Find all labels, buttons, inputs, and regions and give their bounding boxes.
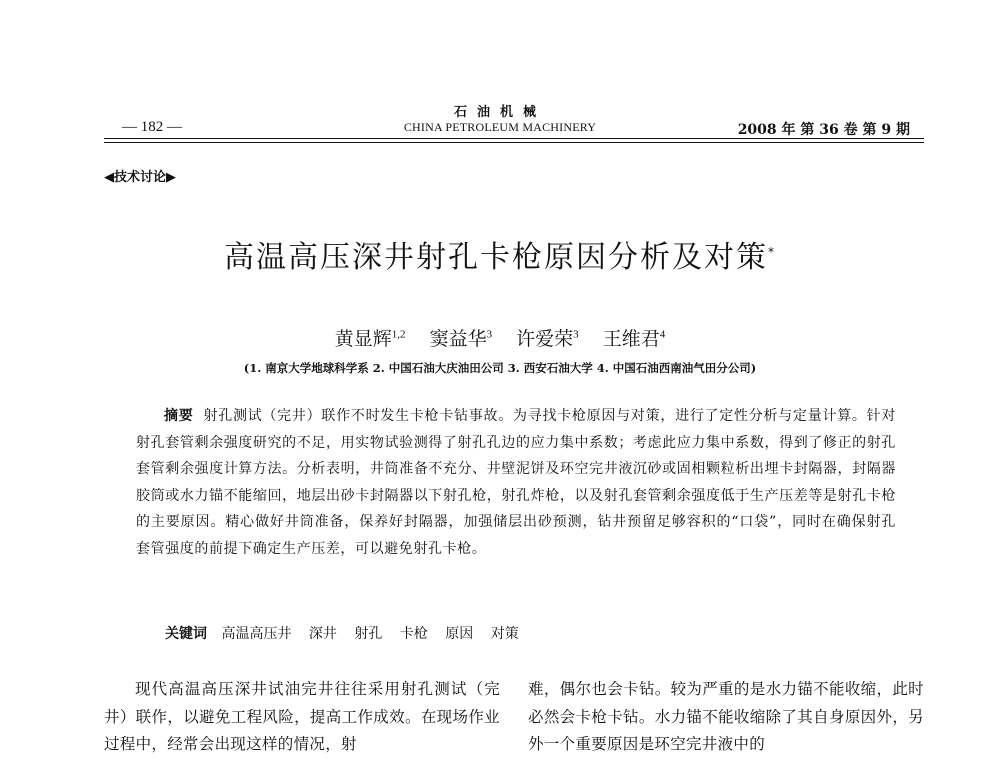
author-affiliation-mark: 3 (573, 328, 579, 341)
keywords (165, 623, 532, 643)
keyword: 原因 (445, 626, 474, 642)
author (516, 328, 579, 350)
title-footnote-mark: * (768, 245, 776, 259)
author-name: 许爱荣 (516, 328, 574, 350)
abstract-text: 射孔测试（完井）联作不时发生卡枪卡钻事故。为寻找卡枪原因与对策，进行了定性分析与定量计算。针对射孔套管剩余强度研究的不足，用实物试验测得了射孔孔边的应力集中系数；考虑此应力集中系数，得到了修正的射孔套管剩余强度计算方法。分析表明，井筒准备不充分、井壁泥饼及环空完井液沉砂或固相颗粒析出埋卡封隔器，封隔器胶筒或水力锚不能缩回，地层出砂卡封隔器以下射孔枪，射孔炸枪，以及射孔套管剩余强度低于生产压差等是射孔卡枪的主要原因。精心做好井筒准备，保养好封隔器，加强储层出砂预测，钻井预留足够容积的“口袋”，同时在确保射孔套管强度的前提下确定生产压差，可以避免射孔卡枪。 (136, 408, 897, 557)
author-name: 王维君 (602, 328, 660, 350)
author-affiliation-mark: 4 (659, 328, 666, 341)
author (430, 328, 493, 350)
author (335, 328, 406, 350)
keywords-label: 关键词 (165, 626, 207, 642)
abstract (136, 403, 896, 562)
title-text: 高温高压深井射孔卡枪原因分析及对策 (224, 240, 768, 275)
header-rule-top (104, 138, 924, 139)
keyword: 高温高压井 (221, 626, 292, 642)
issue-info: 2008 年 第 36 卷 第 9 期 (737, 122, 910, 138)
keyword: 卡枪 (399, 626, 428, 642)
journal-name-cn: 石油机械 (453, 105, 546, 120)
author (603, 328, 666, 350)
abstract-label: 摘要 (164, 408, 194, 424)
affiliations: (1. 南京大学地球科学系 2. 中国石油大庆油田公司 3. 西安石油大学 4. 中国石油西南油气田分公司) (243, 361, 757, 375)
author-list (0, 324, 1000, 351)
header-rule-bottom (104, 142, 924, 143)
keyword: 深井 (308, 626, 337, 642)
article-title (0, 232, 1000, 276)
body-column-right: 难，偶尔也会卡钻。较为严重的是水力锚不能收缩，此时必然会卡枪卡钻。水力锚不能收缩除了其自身原因外，另外一个重要原因是环空完井液中的 (528, 680, 924, 753)
page-number: — 182 — (122, 119, 182, 135)
body-column-left: 现代高温高压深井试油完井往往采用射孔测试（完井）联作，以避免工程风险，提高工作成效。在现场作业过程中，经常会出现这样的情况，射 (104, 680, 500, 753)
author-name: 窦益华 (429, 328, 487, 350)
author-name: 黄显辉 (334, 328, 392, 350)
keyword: 射孔 (354, 626, 383, 642)
keyword: 对策 (490, 626, 519, 642)
author-affiliation-mark: 3 (486, 328, 493, 341)
section-tag: ◀技术讨论▶ (104, 170, 176, 185)
author-affiliation-mark: 1,2 (391, 328, 406, 341)
journal-name-en: CHINA PETROLEUM MACHINERY (403, 120, 597, 134)
